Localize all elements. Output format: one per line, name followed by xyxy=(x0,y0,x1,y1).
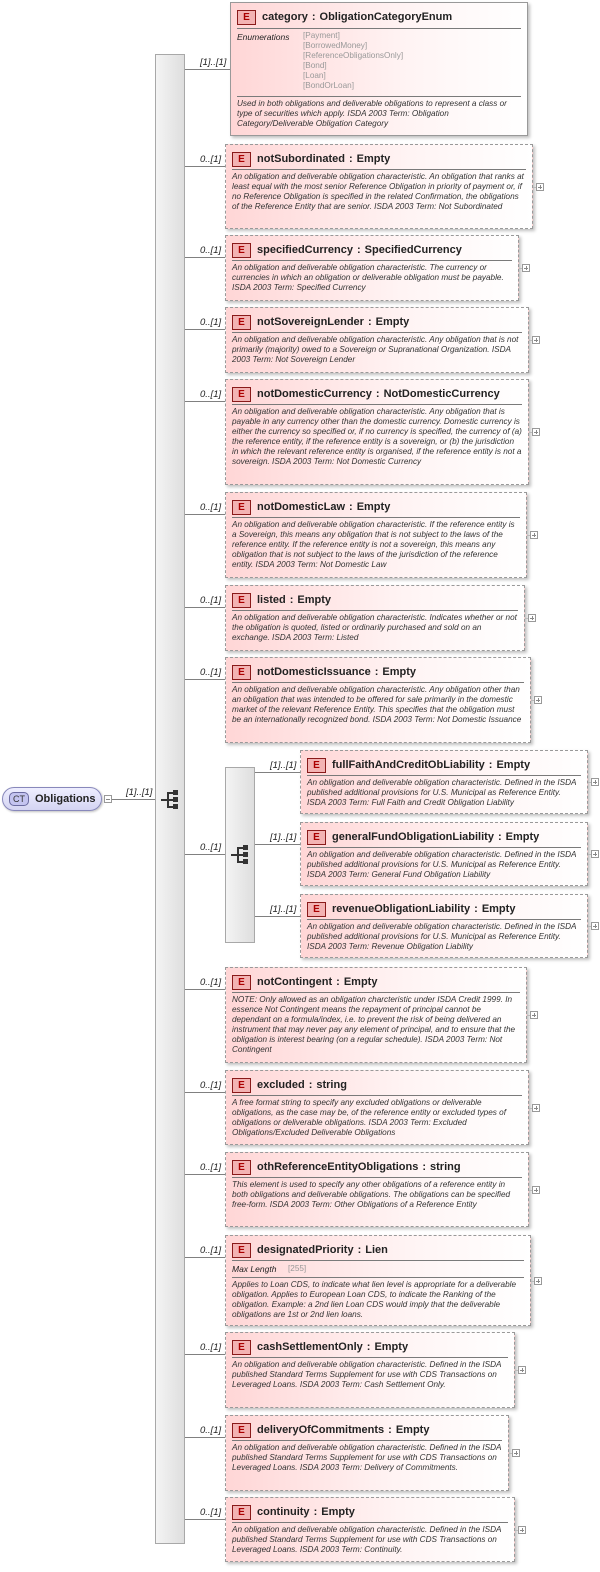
type-separator: : xyxy=(349,501,353,513)
element-name: revenueObligationLiability xyxy=(332,903,471,915)
expand-icon[interactable] xyxy=(522,264,530,272)
element-name: notDomesticIssuance xyxy=(257,666,371,678)
type-separator: : xyxy=(497,831,502,843)
type-separator: : xyxy=(488,759,493,771)
element-type: NotDomesticCurrency xyxy=(383,388,500,400)
header-divider xyxy=(232,992,520,993)
element-type: Empty xyxy=(395,1424,430,1436)
element-badge: E xyxy=(232,500,251,515)
element-multiplicity: 0..[1] xyxy=(200,1342,222,1353)
element-header xyxy=(232,1076,522,1094)
element-card-specifiedCurrency[interactable] xyxy=(225,235,519,301)
complex-type-name: Obligations xyxy=(35,793,96,805)
expand-icon[interactable] xyxy=(530,531,538,539)
element-type: Empty xyxy=(375,316,410,328)
element-name: excluded xyxy=(257,1079,305,1091)
element-type: string xyxy=(430,1161,461,1173)
header-divider xyxy=(237,28,521,29)
header-divider xyxy=(232,1095,522,1096)
header-divider xyxy=(232,169,526,170)
element-header xyxy=(307,900,581,918)
element-badge: E xyxy=(232,315,251,330)
element-type: ObligationCategoryEnum xyxy=(319,11,453,23)
element-header xyxy=(232,973,520,991)
connector-category xyxy=(185,69,230,70)
connector-line xyxy=(185,1092,225,1093)
element-badge: E xyxy=(307,758,326,773)
type-separator: : xyxy=(388,1424,392,1436)
expand-icon[interactable] xyxy=(512,1449,520,1457)
root-connector xyxy=(112,799,155,800)
element-description: An obligation and deliverable obligation characteristic. Defined in the ISDA published Standard Terms Supplement for use with CDS Transactions on Leveraged Loans. ISDA 2003 Term: Continuity. xyxy=(232,1525,502,1555)
element-description: An obligation and deliverable obligation characteristic. Defined in the ISDA published Standard Terms Supplement for use with CDS Transactions on Leveraged Loans. ISDA 2003 Term: Delivery of Commitments. xyxy=(232,1443,502,1473)
type-separator: : xyxy=(367,316,372,328)
element-header xyxy=(232,663,524,681)
element-card-notSovereignLender[interactable] xyxy=(225,307,529,373)
element-description: An obligation and deliverable obligation characteristic. Any obligation that is not primarily (majority) owed to a Sovereign or Supranational Organization. ISDA 2003 Term: Not Sovereign Lender xyxy=(232,335,519,365)
element-header xyxy=(307,756,581,774)
expand-icon[interactable] xyxy=(536,183,544,191)
connector-line xyxy=(255,844,300,845)
element-header xyxy=(232,591,518,609)
expand-icon[interactable] xyxy=(532,428,540,436)
element-name: notSovereignLender xyxy=(257,316,364,328)
element-multiplicity: 0..[1] xyxy=(200,1080,222,1091)
element-card-notSubordinated[interactable] xyxy=(225,144,533,229)
expand-icon[interactable] xyxy=(532,1186,540,1194)
header-divider xyxy=(232,1177,522,1178)
element-type: Empty xyxy=(297,594,332,606)
connector-line xyxy=(255,772,300,773)
element-badge: E xyxy=(307,902,326,917)
connector-line xyxy=(185,329,225,330)
header-divider xyxy=(232,332,522,333)
element-multiplicity: 0..[1] xyxy=(200,1425,222,1436)
element-description: An obligation and deliverable obligation characteristic. An obligation that ranks at least equal with the most senior Reference Obligation in priority of payment or, if no Reference Obligation is specified in the related Confirmation, the obligations of the Reference Entity that are senior. ISDA 2003 Term: Not Subordinated xyxy=(232,172,524,212)
enum-value: [Payment] xyxy=(303,31,340,40)
connector-line xyxy=(185,514,225,515)
element-type: Empty xyxy=(382,666,416,678)
connector-line xyxy=(185,401,225,402)
element-description: An obligation and deliverable obligation characteristic. Defined in the ISDA published Standard Terms Supplement for use with CDS Transactions on Leveraged Loans. ISDA 2003 Term: Cash Settlement Only. xyxy=(232,1360,502,1390)
connector-line xyxy=(185,1174,225,1175)
type-separator: : xyxy=(366,1341,371,1353)
type-separator: : xyxy=(422,1161,427,1173)
element-badge: E xyxy=(232,975,251,990)
type-separator: : xyxy=(357,1244,362,1256)
element-badge: E xyxy=(237,10,256,25)
element-header xyxy=(232,1158,522,1176)
element-name: category xyxy=(262,11,308,23)
element-card-fullFaithAndCreditObLiability[interactable] xyxy=(300,750,588,814)
element-name: generalFundObligationLiability xyxy=(332,831,494,843)
enumerations-label: Enumerations xyxy=(237,32,290,42)
nested-sequence-compositor-icon[interactable] xyxy=(231,845,253,863)
element-name: listed xyxy=(257,594,286,606)
element-name: deliveryOfCommitments xyxy=(257,1424,385,1436)
connector-line xyxy=(255,916,300,917)
element-description: NOTE: Only allowed as an obligation charcteristic under ISDA Credit 1999. In essence Not Contingent means the repayment of principal cannot be dependant on a formula/index, i.e. to prevent the risk of being delivered an instrument that may never pay any element of principal, and to ensure that the obligation is interest bearing (on a regular schedule). ISDA 2003 Term: Not Contingent xyxy=(232,995,516,1055)
header-divider xyxy=(232,1522,508,1523)
complex-type-badge: CT xyxy=(9,792,29,806)
element-badge: E xyxy=(232,1078,251,1093)
enum-value: [ReferenceObligationsOnly] xyxy=(303,51,404,61)
expand-icon[interactable] xyxy=(534,696,542,704)
type-separator: : xyxy=(374,666,379,678)
element-multiplicity: 0..[1] xyxy=(200,317,222,328)
type-separator: : xyxy=(375,388,380,400)
root-multiplicity: [1]..[1] xyxy=(126,787,153,798)
complex-type-obligations[interactable] xyxy=(2,787,102,811)
element-type: Empty xyxy=(356,501,391,513)
connector-line xyxy=(185,679,225,680)
element-card-revenueObligationLiability[interactable] xyxy=(300,894,588,958)
element-badge: E xyxy=(232,665,251,680)
element-description: An obligation and deliverable obligation characteristic. Any obligation other than an obligation that was intended to be offered for sale primarily in the domestic market of the relevant Reference Entity. This specifies that the obligation must be an internationally recognized bond. ISDA 2003 Term: Not Domestic Issuance xyxy=(232,685,522,725)
expand-icon[interactable] xyxy=(530,1011,538,1019)
element-description: An obligation and deliverable obligation characteristic. If the reference entity is a Sovereign, this means any obligation that is not subject to the laws of the reference entity. If the reference entity is not a sovereign, this means any obligation that is not subject to the laws of the jurisdiction of the reference entity. ISDA 2003 Term: Not Domestic Law xyxy=(232,520,515,570)
element-header xyxy=(232,150,526,168)
element-multiplicity: [1]..[1] xyxy=(270,904,297,915)
element-badge: E xyxy=(232,387,251,402)
sequence-compositor-icon[interactable] xyxy=(161,790,183,808)
expand-icon[interactable] xyxy=(532,1104,540,1112)
element-card-category[interactable] xyxy=(230,2,528,136)
expand-icon[interactable] xyxy=(591,922,599,930)
element-header xyxy=(232,1241,524,1259)
element-description: An obligation and deliverable obligation characteristic. Any obligation that is payable in any currency other than the domestic currency. Domestic currency is either the currency so specified or, if no currency is specified, the currency of (a) the reference entity, if the reference entity is a sovereign, or (b) the jurisdiction in which the relevant reference entity is organised, if the reference entity is not a sovereign. ISDA 2003 Term: Not Domestic Currency xyxy=(232,407,522,467)
connector-line xyxy=(185,1354,225,1355)
connector-line xyxy=(185,989,225,990)
connector-line xyxy=(185,1437,225,1438)
expand-icon[interactable] xyxy=(591,850,599,858)
element-description: An obligation and deliverable obligation characteristic. Defined in the ISDA published additional provisions for U.S. Municipal as Reference Entity. ISDA 2003 Term: Revenue Obligation Liability xyxy=(307,922,577,952)
connector-line xyxy=(185,257,225,258)
header-divider xyxy=(232,610,518,611)
enum-value: [Loan] xyxy=(303,71,326,81)
element-multiplicity: 0..[1] xyxy=(200,1245,222,1256)
element-card-continuity[interactable] xyxy=(225,1497,515,1562)
element-badge: E xyxy=(232,1505,251,1520)
element-badge: E xyxy=(307,830,326,845)
element-name: othReferenceEntityObligations xyxy=(257,1161,419,1173)
element-badge: E xyxy=(232,1340,251,1355)
element-card-listed[interactable] xyxy=(225,585,525,651)
connector-nested-sequence xyxy=(185,854,225,855)
enum-value: [BondOrLoan] xyxy=(303,81,354,91)
element-card-deliveryOfCommitments[interactable] xyxy=(225,1415,509,1491)
header-divider xyxy=(307,847,581,848)
expand-icon[interactable] xyxy=(534,1277,542,1285)
element-multiplicity: 0..[1] xyxy=(200,595,222,606)
element-description: A free format string to specify any excluded obligations or deliverable obligations, as the case may be, of the reference entity or excluded types of obligations or deliverable obligations. ISDA 2003 Term: Excluded Obligations/Excluded Deliverable Obligations xyxy=(232,1098,506,1138)
element-card-cashSettlementOnly[interactable] xyxy=(225,1332,515,1408)
element-header xyxy=(232,1338,508,1356)
connector-line xyxy=(185,1519,225,1520)
element-description: Applies to Loan CDS, to indicate what lien level is appropriate for a deliverable obligation. Applies to European Loan CDS, to indicate the Ranking of the obligation. Example: a 2nd lien Loan CDS would imply that the deliverable obligations are 1st or 2nd lien loans. xyxy=(232,1280,516,1320)
enum-divider xyxy=(237,96,521,97)
enum-value: [Bond] xyxy=(303,61,327,71)
element-name: notDomesticLaw xyxy=(257,501,346,513)
element-name: specifiedCurrency xyxy=(257,244,353,256)
element-header xyxy=(232,498,520,516)
header-divider xyxy=(232,1357,508,1358)
type-separator: : xyxy=(474,903,478,915)
element-description: Used in both obligations and deliverable obligations to represent a class or type of securities which apply. ISDA 2003 Term: Obligation Category/Deliverable Obligation Category xyxy=(237,99,507,129)
expand-icon[interactable] xyxy=(518,1526,526,1534)
element-type: Empty xyxy=(505,831,540,843)
expand-icon[interactable] xyxy=(591,778,599,786)
category-multiplicity: [1]..[1] xyxy=(200,57,227,68)
expand-icon[interactable] xyxy=(532,336,540,344)
element-badge: E xyxy=(232,152,251,167)
element-description: An obligation and deliverable obligation characteristic. Defined in the ISDA published additional provisions for U.S. Municipal as Reference Entity. ISDA 2003 Term: General Fund Obligation Liability xyxy=(307,850,577,880)
enumeration-list xyxy=(303,31,403,92)
element-badge: E xyxy=(232,1160,251,1175)
element-type: SpecifiedCurrency xyxy=(364,244,462,256)
type-separator: : xyxy=(349,153,353,165)
type-separator: : xyxy=(313,1506,318,1518)
element-type: string xyxy=(316,1079,347,1091)
element-name: fullFaithAndCreditObLiability xyxy=(332,759,485,771)
element-card-designatedPriority[interactable] xyxy=(225,1235,531,1326)
element-description: An obligation and deliverable obligation characteristic. Defined in the ISDA published additional provisions for U.S. Municipal as Reference Entity. ISDA 2003 Term: Full Faith and Credit Obligation Liability xyxy=(307,778,577,808)
element-card-excluded[interactable] xyxy=(225,1070,529,1145)
element-card-notDomesticLaw[interactable] xyxy=(225,492,527,578)
element-multiplicity: 0..[1] xyxy=(200,977,222,988)
header-divider xyxy=(232,260,512,261)
type-separator: : xyxy=(289,594,294,606)
element-header xyxy=(232,1503,508,1521)
element-header xyxy=(237,8,521,26)
element-header xyxy=(232,241,512,259)
type-separator: : xyxy=(336,976,340,988)
enum-value: [BorrowedMoney] xyxy=(303,41,368,51)
element-header xyxy=(232,313,522,331)
element-type: Empty xyxy=(481,903,516,915)
element-badge: E xyxy=(232,243,251,258)
element-name: cashSettlementOnly xyxy=(257,1341,363,1353)
element-badge: E xyxy=(232,593,251,608)
element-multiplicity: [1]..[1] xyxy=(270,832,297,843)
element-name: notContingent xyxy=(257,976,333,988)
expand-icon[interactable] xyxy=(528,614,536,622)
connector-line xyxy=(185,1257,225,1258)
element-type: Empty xyxy=(374,1341,409,1353)
header-divider xyxy=(232,682,524,683)
header-divider xyxy=(232,1440,502,1441)
header-divider xyxy=(307,775,581,776)
element-card-othReferenceEntityObligations[interactable] xyxy=(225,1152,529,1227)
facet-label: Max Length xyxy=(232,1264,277,1274)
element-multiplicity: 0..[1] xyxy=(200,154,222,165)
expand-icon[interactable] xyxy=(518,1366,526,1374)
collapse-toggle-icon[interactable] xyxy=(104,795,112,803)
element-card-notDomesticCurrency[interactable] xyxy=(225,379,529,485)
header-divider xyxy=(307,919,581,920)
element-multiplicity: 0..[1] xyxy=(200,1507,222,1518)
element-header xyxy=(307,828,581,846)
element-card-notContingent[interactable] xyxy=(225,967,527,1063)
facet-divider xyxy=(232,1277,524,1278)
element-type: Empty xyxy=(343,976,378,988)
nested-sequence-multiplicity: 0..[1] xyxy=(200,842,222,853)
header-divider xyxy=(232,404,522,405)
element-type: Lien xyxy=(365,1244,388,1256)
type-separator: : xyxy=(311,11,316,23)
header-divider xyxy=(232,517,520,518)
element-type: Empty xyxy=(496,759,531,771)
element-name: notSubordinated xyxy=(257,153,345,165)
header-divider xyxy=(232,1260,524,1261)
element-header xyxy=(232,385,522,403)
element-multiplicity: 0..[1] xyxy=(200,245,222,256)
element-card-notDomesticIssuance[interactable] xyxy=(225,657,531,743)
type-separator: : xyxy=(356,244,361,256)
element-multiplicity: 0..[1] xyxy=(200,502,222,513)
element-description: An obligation and deliverable obligation characteristic. Indicates whether or not the obligation is quoted, listed or ordinarily purchased and sold on an exchange. ISDA 2003 Term: Listed xyxy=(232,613,517,643)
element-multiplicity: [1]..[1] xyxy=(270,760,297,771)
element-badge: E xyxy=(232,1423,251,1438)
type-separator: : xyxy=(308,1079,313,1091)
connector-line xyxy=(185,166,225,167)
element-name: designatedPriority xyxy=(257,1244,354,1256)
element-type: Empty xyxy=(321,1506,355,1518)
element-description: An obligation and deliverable obligation characteristic. The currency or currencies in which an obligation or deliverable obligation must be payable. ISDA 2003 Term: Specified Currency xyxy=(232,263,504,293)
element-name: notDomesticCurrency xyxy=(257,388,372,400)
facet-value: [255] xyxy=(288,1264,307,1273)
connector-line xyxy=(185,607,225,608)
element-multiplicity: 0..[1] xyxy=(200,389,222,400)
element-header xyxy=(232,1421,502,1439)
element-multiplicity: 0..[1] xyxy=(200,1162,222,1173)
element-card-generalFundObligationLiability[interactable] xyxy=(300,822,588,886)
element-name: continuity xyxy=(257,1506,310,1518)
element-multiplicity: 0..[1] xyxy=(200,667,222,678)
element-type: Empty xyxy=(356,153,391,165)
element-description: This element is used to specify any other obligations of a reference entity in both obligations and deliverable obligations. The obligations can be specified free-form. ISDA 2003 Term: Other Obligations of a Reference Entity xyxy=(232,1180,511,1210)
element-badge: E xyxy=(232,1243,251,1258)
